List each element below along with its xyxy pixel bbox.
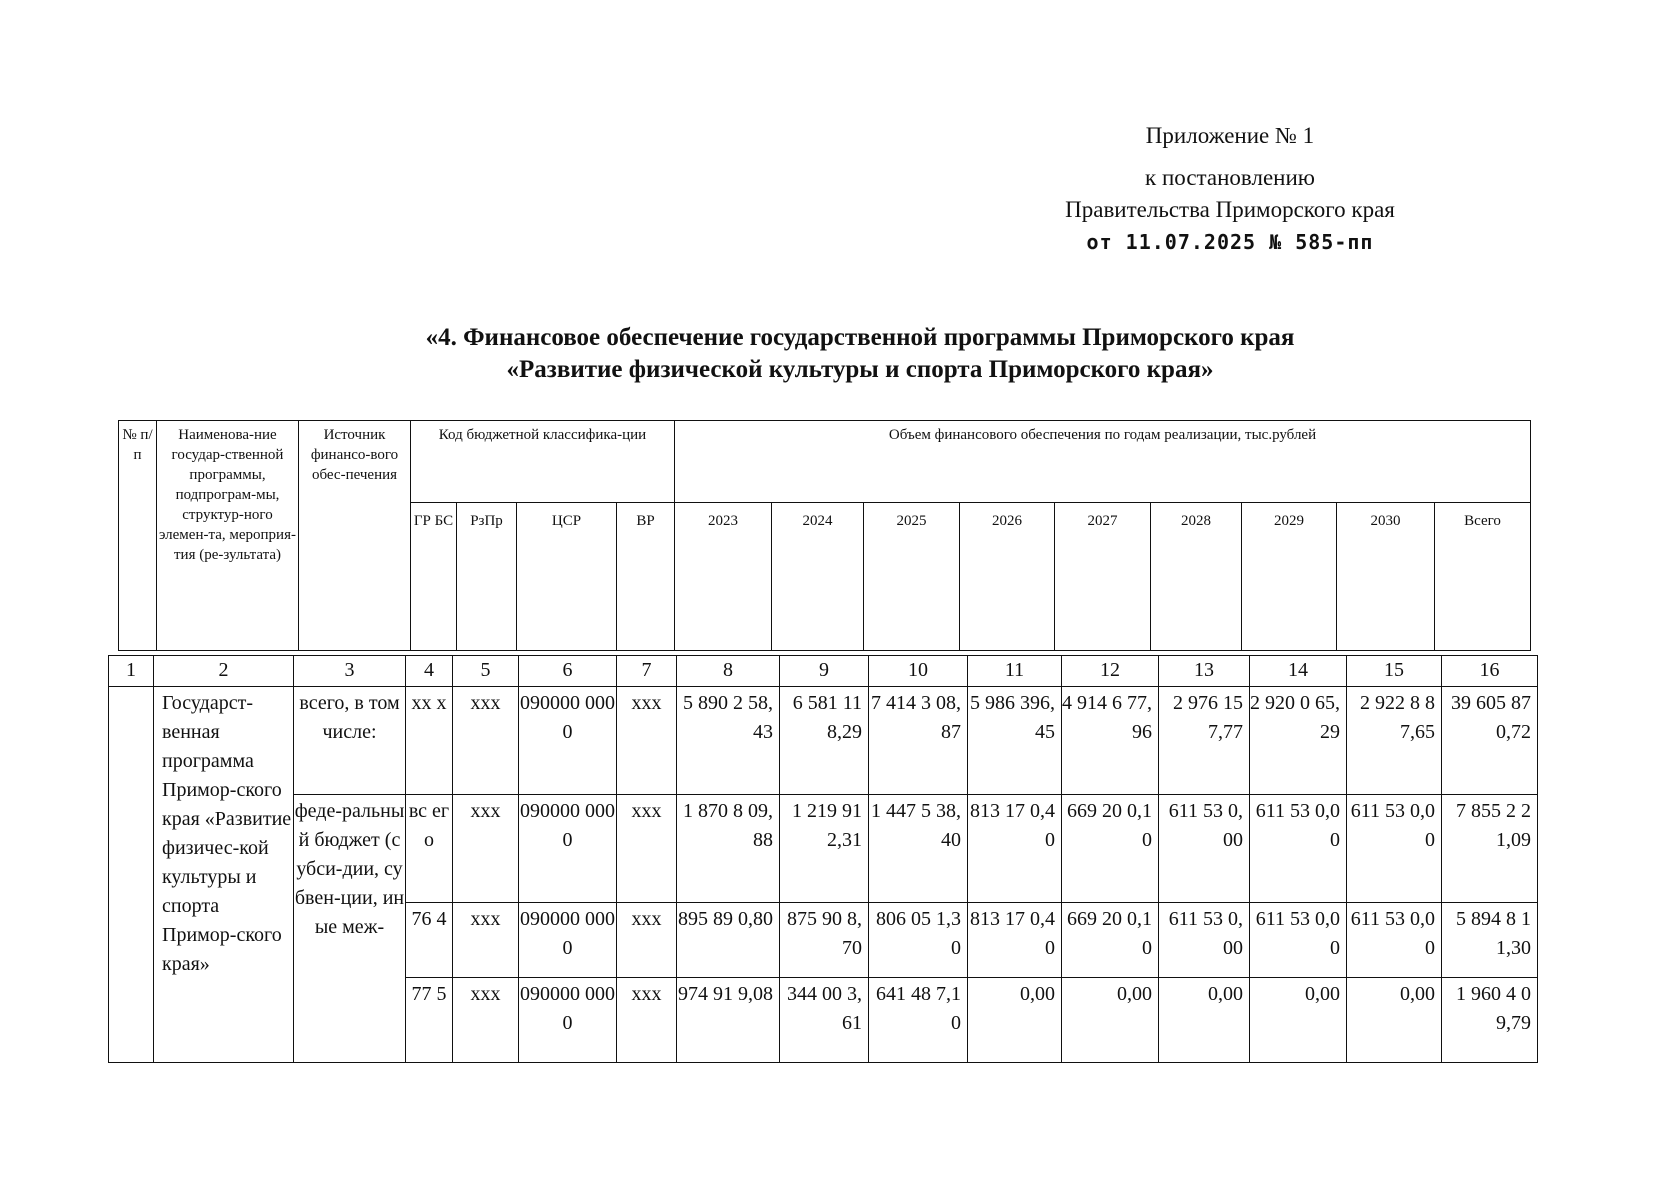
- rzpr-cell: xxx: [453, 978, 519, 1063]
- col-number: 7: [617, 656, 677, 687]
- head-num: № п/п: [119, 421, 157, 651]
- head-csr: ЦСР: [517, 503, 617, 651]
- col-number: 10: [869, 656, 968, 687]
- col-number: 3: [294, 656, 406, 687]
- head-rzpr: РзПр: [457, 503, 517, 651]
- value-2030: 0,00: [1347, 978, 1442, 1063]
- value-2027: 669 20 0,10: [1062, 795, 1159, 903]
- value-2029: 0,00: [1250, 978, 1347, 1063]
- value-2023: 5 890 2 58,43: [677, 687, 780, 795]
- head-source: Источник финансо-вого обес-печения: [299, 421, 411, 651]
- value-2024: 344 00 3,61: [780, 978, 869, 1063]
- value-2030: 611 53 0,00: [1347, 795, 1442, 903]
- head-year-2023: 2023: [675, 503, 772, 651]
- value-2026: 5 986 396,45: [968, 687, 1062, 795]
- grbs-cell: 77 5: [406, 978, 453, 1063]
- value-2026: 813 17 0,40: [968, 903, 1062, 978]
- value-2025: 806 05 1,30: [869, 903, 968, 978]
- value-2028: 2 976 157,77: [1159, 687, 1250, 795]
- value-2030: 611 53 0,00: [1347, 903, 1442, 978]
- col-number: 6: [519, 656, 617, 687]
- rzpr-cell: xxx: [453, 795, 519, 903]
- value-total: 7 855 2 21,09: [1442, 795, 1538, 903]
- grbs-cell: xx x: [406, 687, 453, 795]
- value-2026: 0,00: [968, 978, 1062, 1063]
- head-kbk: Код бюджетной классифика-ции: [411, 421, 675, 503]
- value-2025: 7 414 3 08,87: [869, 687, 968, 795]
- title-line-2: «Развитие физической культуры и спорта Приморского края»: [506, 356, 1214, 383]
- grbs-cell: вс ег о: [406, 795, 453, 903]
- head-year-2030: 2030: [1337, 503, 1435, 651]
- col-number: 13: [1159, 656, 1250, 687]
- vr-cell: xxx: [617, 795, 677, 903]
- grbs-cell: 76 4: [406, 903, 453, 978]
- table-row: [109, 687, 1538, 795]
- col-number: 12: [1062, 656, 1159, 687]
- vr-cell: xxx: [617, 687, 677, 795]
- appendix-date-number: от 11.07.2025 № 585-пп: [1086, 230, 1374, 254]
- head-year-2025: 2025: [864, 503, 960, 651]
- col-number: 14: [1250, 656, 1347, 687]
- head-total: Всего: [1435, 503, 1531, 651]
- col-number: 1: [109, 656, 154, 687]
- document-title: [120, 322, 1600, 386]
- head-vr: ВР: [617, 503, 675, 651]
- appendix-resolution: к постановлению: [1145, 165, 1315, 190]
- col-number: 15: [1347, 656, 1442, 687]
- rzpr-cell: xxx: [453, 903, 519, 978]
- value-2030: 2 922 8 87,65: [1347, 687, 1442, 795]
- head-year-2028: 2028: [1151, 503, 1242, 651]
- value-total: 39 605 870,72: [1442, 687, 1538, 795]
- value-total: 1 960 4 09,79: [1442, 978, 1538, 1063]
- vr-cell: xxx: [617, 978, 677, 1063]
- vr-cell: xxx: [617, 903, 677, 978]
- value-2027: 0,00: [1062, 978, 1159, 1063]
- value-2025: 1 447 5 38,40: [869, 795, 968, 903]
- table-header: [118, 420, 1531, 651]
- source-cell: всего, в том числе:: [294, 687, 406, 795]
- head-volume: Объем финансового обеспечения по годам реализации, тыс.рублей: [675, 421, 1531, 503]
- appendix-government: Правительства Приморского края: [1065, 197, 1395, 222]
- col-number: 4: [406, 656, 453, 687]
- column-number-row: [109, 656, 1538, 687]
- value-2029: 611 53 0,00: [1250, 903, 1347, 978]
- value-2027: 669 20 0,10: [1062, 903, 1159, 978]
- value-2024: 1 219 912,31: [780, 795, 869, 903]
- col-number: 5: [453, 656, 519, 687]
- head-year-2026: 2026: [960, 503, 1055, 651]
- value-2026: 813 17 0,40: [968, 795, 1062, 903]
- value-2024: 6 581 118,29: [780, 687, 869, 795]
- csr-cell: 090000 0000: [519, 687, 617, 795]
- csr-cell: 090000 0000: [519, 795, 617, 903]
- col-number: 8: [677, 656, 780, 687]
- head-year-2024: 2024: [772, 503, 864, 651]
- value-2023: 895 89 0,80: [677, 903, 780, 978]
- value-total: 5 894 8 11,30: [1442, 903, 1538, 978]
- csr-cell: 090000 0000: [519, 978, 617, 1063]
- col-number: 2: [154, 656, 294, 687]
- value-2023: 1 870 8 09,88: [677, 795, 780, 903]
- value-2024: 875 90 8,70: [780, 903, 869, 978]
- appendix-block: [1010, 120, 1450, 258]
- table-body: [108, 655, 1538, 1063]
- rzpr-cell: xxx: [453, 687, 519, 795]
- head-name: Наименова-ние государ-ственной программы, подпрограм-мы, структур-ного элемен-та, мероприя-тия (ре-зультата): [157, 421, 299, 651]
- head-year-2029: 2029: [1242, 503, 1337, 651]
- program-name: Государст-венная программа Примор-ского края «Развитие физичес-кой культуры и спорта Примор-ского края»: [154, 687, 294, 1063]
- csr-cell: 090000 0000: [519, 903, 617, 978]
- value-2028: 611 53 0,00: [1159, 903, 1250, 978]
- value-2023: 974 91 9,08: [677, 978, 780, 1063]
- table-row: [109, 795, 1538, 903]
- row-num-cell: [109, 687, 154, 1063]
- head-grbs: ГР БС: [411, 503, 457, 651]
- head-year-2027: 2027: [1055, 503, 1151, 651]
- source-cell: феде-ральный бюджет (субси-дии, субвен-ции, иные меж-: [294, 795, 406, 1063]
- col-number: 9: [780, 656, 869, 687]
- value-2028: 611 53 0,00: [1159, 795, 1250, 903]
- title-line-1: «4. Финансовое обеспечение государственной программы Приморского края: [425, 324, 1295, 351]
- value-2028: 0,00: [1159, 978, 1250, 1063]
- value-2025: 641 48 7,10: [869, 978, 968, 1063]
- value-2027: 4 914 6 77,96: [1062, 687, 1159, 795]
- col-number: 16: [1442, 656, 1538, 687]
- value-2029: 611 53 0,00: [1250, 795, 1347, 903]
- col-number: 11: [968, 656, 1062, 687]
- value-2029: 2 920 0 65,29: [1250, 687, 1347, 795]
- appendix-number: Приложение № 1: [1145, 123, 1315, 148]
